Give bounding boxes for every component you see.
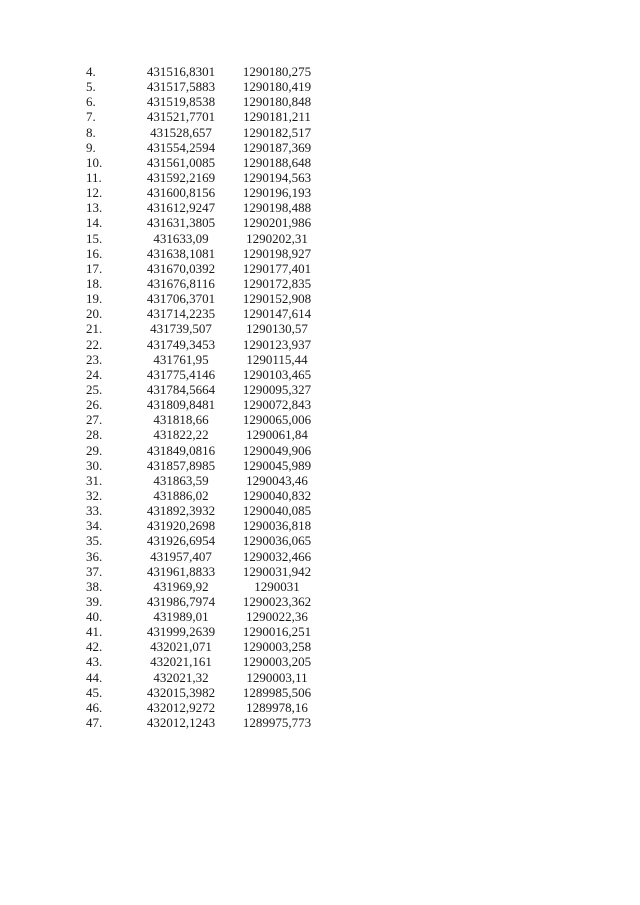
row-number: 27. xyxy=(86,412,103,428)
y-coordinate: 1290188,648 xyxy=(242,154,312,170)
table-row xyxy=(80,79,340,94)
x-coordinate: 431612,9247 xyxy=(146,200,216,216)
row-number: 23. xyxy=(86,351,103,367)
table-row xyxy=(80,185,340,200)
x-coordinate: 431714,2235 xyxy=(146,306,216,322)
y-coordinate: 1290003,11 xyxy=(246,669,308,685)
row-number: 20. xyxy=(86,306,103,322)
y-coordinate: 1290180,275 xyxy=(242,64,312,79)
x-coordinate: 431561,0085 xyxy=(146,154,216,170)
table-row xyxy=(80,276,340,291)
row-number: 6. xyxy=(86,94,96,110)
table-row xyxy=(80,654,340,669)
row-number: 24. xyxy=(86,366,103,382)
x-coordinate: 432021,071 xyxy=(150,639,212,655)
x-coordinate: 431676,8116 xyxy=(147,275,215,291)
y-coordinate: 1290040,832 xyxy=(242,487,312,503)
y-coordinate: 1290036,065 xyxy=(242,533,312,549)
y-coordinate: 1290031 xyxy=(254,578,300,594)
y-coordinate: 1290031,942 xyxy=(242,563,312,579)
y-coordinate: 1290043,46 xyxy=(246,472,308,488)
table-row xyxy=(80,306,340,321)
y-coordinate: 1290152,908 xyxy=(242,291,312,307)
row-number: 11. xyxy=(86,169,102,185)
x-coordinate: 431809,8481 xyxy=(146,397,216,413)
table-row xyxy=(80,685,340,700)
y-coordinate: 1290016,251 xyxy=(242,624,312,640)
y-coordinate: 1289978,16 xyxy=(246,699,308,715)
row-number: 29. xyxy=(86,442,103,458)
row-number: 37. xyxy=(86,563,103,579)
x-coordinate: 431961,8833 xyxy=(146,563,216,579)
x-coordinate: 431986,7974 xyxy=(146,593,216,609)
table-row xyxy=(80,609,340,624)
x-coordinate: 431920,2698 xyxy=(146,518,216,534)
row-number: 35. xyxy=(86,533,103,549)
row-number: 10. xyxy=(86,154,103,170)
row-number: 26. xyxy=(86,397,103,413)
x-coordinate: 431863,59 xyxy=(153,472,209,488)
x-coordinate: 431600,8156 xyxy=(146,185,216,201)
y-coordinate: 1290032,466 xyxy=(242,548,312,564)
y-coordinate: 1290147,614 xyxy=(242,306,312,322)
y-coordinate: 1290196,193 xyxy=(242,185,312,201)
table-row xyxy=(80,473,340,488)
row-number: 46. xyxy=(86,699,103,715)
table-row xyxy=(80,64,340,79)
table-row xyxy=(80,215,340,230)
x-coordinate: 431989,01 xyxy=(153,609,209,625)
y-coordinate: 1290130,57 xyxy=(246,321,308,337)
x-coordinate: 431528,657 xyxy=(150,124,212,140)
y-coordinate: 1290103,465 xyxy=(242,366,312,382)
x-coordinate: 431886,02 xyxy=(153,487,209,503)
table-row xyxy=(80,261,340,276)
row-number: 16. xyxy=(86,245,103,261)
table-row xyxy=(80,170,340,185)
row-number: 15. xyxy=(86,230,103,246)
x-coordinate: 431739,507 xyxy=(150,321,212,337)
coordinate-table xyxy=(80,64,340,730)
x-coordinate: 431554,2594 xyxy=(146,139,216,155)
table-row xyxy=(80,564,340,579)
table-row xyxy=(80,125,340,140)
table-row xyxy=(80,624,340,639)
row-number: 21. xyxy=(86,321,103,337)
y-coordinate: 1289975,773 xyxy=(242,715,312,731)
row-number: 9. xyxy=(86,139,96,155)
row-number: 14. xyxy=(86,215,103,231)
row-number: 4. xyxy=(86,64,96,79)
row-number: 32. xyxy=(86,487,103,503)
row-number: 31. xyxy=(86,472,103,488)
x-coordinate: 431926,6954 xyxy=(146,533,216,549)
y-coordinate: 1290040,085 xyxy=(242,503,312,519)
x-coordinate: 431631,3805 xyxy=(146,215,216,231)
table-row xyxy=(80,337,340,352)
y-coordinate: 1290182,517 xyxy=(242,124,312,140)
x-coordinate: 431517,5883 xyxy=(146,79,216,95)
y-coordinate: 1290172,835 xyxy=(242,275,312,291)
x-coordinate: 431519,8538 xyxy=(146,94,216,110)
y-coordinate: 1290180,848 xyxy=(242,94,312,110)
x-coordinate: 432012,1243 xyxy=(146,715,216,731)
table-row xyxy=(80,427,340,442)
table-row xyxy=(80,246,340,261)
x-coordinate: 431749,3453 xyxy=(146,336,216,352)
table-row xyxy=(80,579,340,594)
row-number: 12. xyxy=(86,185,103,201)
table-row xyxy=(80,321,340,336)
x-coordinate: 431521,7701 xyxy=(146,109,216,125)
row-number: 38. xyxy=(86,578,103,594)
x-coordinate: 432015,3982 xyxy=(146,684,216,700)
table-row xyxy=(80,412,340,427)
table-row xyxy=(80,291,340,306)
y-coordinate: 1290072,843 xyxy=(242,397,312,413)
x-coordinate: 431999,2639 xyxy=(146,624,216,640)
row-number: 25. xyxy=(86,381,103,397)
row-number: 7. xyxy=(86,109,96,125)
table-row xyxy=(80,397,340,412)
table-row xyxy=(80,533,340,548)
row-number: 43. xyxy=(86,654,103,670)
row-number: 47. xyxy=(86,715,103,731)
y-coordinate: 1290181,211 xyxy=(243,109,311,125)
row-number: 17. xyxy=(86,260,103,276)
x-coordinate: 431822,22 xyxy=(153,427,209,443)
table-row xyxy=(80,518,340,533)
y-coordinate: 1290023,362 xyxy=(242,593,312,609)
table-row xyxy=(80,352,340,367)
table-row xyxy=(80,549,340,564)
x-coordinate: 431516,8301 xyxy=(146,64,216,79)
table-row xyxy=(80,200,340,215)
y-coordinate: 1290194,563 xyxy=(242,169,312,185)
row-number: 18. xyxy=(86,275,103,291)
row-number: 13. xyxy=(86,200,103,216)
x-coordinate: 431706,3701 xyxy=(146,291,216,307)
table-row xyxy=(80,382,340,397)
x-coordinate: 431969,92 xyxy=(153,578,209,594)
row-number: 22. xyxy=(86,336,103,352)
table-row xyxy=(80,715,340,730)
y-coordinate: 1290003,258 xyxy=(242,639,312,655)
y-coordinate: 1290115,44 xyxy=(246,351,308,367)
y-coordinate: 1290198,488 xyxy=(242,200,312,216)
y-coordinate: 1290049,906 xyxy=(242,442,312,458)
y-coordinate: 1290177,401 xyxy=(242,260,312,276)
y-coordinate: 1290202,31 xyxy=(246,230,308,246)
y-coordinate: 1290045,989 xyxy=(242,457,312,473)
row-number: 39. xyxy=(86,593,103,609)
table-row xyxy=(80,109,340,124)
y-coordinate: 1289985,506 xyxy=(242,684,312,700)
table-row xyxy=(80,155,340,170)
table-row xyxy=(80,670,340,685)
x-coordinate: 432021,32 xyxy=(153,669,209,685)
x-coordinate: 431892,3932 xyxy=(146,503,216,519)
row-number: 34. xyxy=(86,518,103,534)
row-number: 5. xyxy=(86,79,96,95)
x-coordinate: 431849,0816 xyxy=(146,442,216,458)
x-coordinate: 431592,2169 xyxy=(146,169,216,185)
x-coordinate: 432012,9272 xyxy=(146,699,216,715)
row-number: 40. xyxy=(86,609,103,625)
table-row xyxy=(80,443,340,458)
table-row xyxy=(80,367,340,382)
y-coordinate: 1290022,36 xyxy=(246,609,308,625)
x-coordinate: 431761,95 xyxy=(153,351,209,367)
y-coordinate: 1290198,927 xyxy=(242,245,312,261)
table-row xyxy=(80,503,340,518)
x-coordinate: 431857,8985 xyxy=(146,457,216,473)
table-row xyxy=(80,488,340,503)
y-coordinate: 1290187,369 xyxy=(242,139,312,155)
row-number: 30. xyxy=(86,457,103,473)
y-coordinate: 1290065,006 xyxy=(242,412,312,428)
table-row xyxy=(80,94,340,109)
x-coordinate: 431670,0392 xyxy=(146,260,216,276)
row-number: 44. xyxy=(86,669,103,685)
table-row xyxy=(80,700,340,715)
row-number: 19. xyxy=(86,291,103,307)
row-number: 8. xyxy=(86,124,96,140)
table-row xyxy=(80,231,340,246)
row-number: 45. xyxy=(86,684,103,700)
x-coordinate: 432021,161 xyxy=(150,654,212,670)
row-number: 36. xyxy=(86,548,103,564)
y-coordinate: 1290061,84 xyxy=(246,427,308,443)
y-coordinate: 1290036,818 xyxy=(242,518,312,534)
y-coordinate: 1290095,327 xyxy=(242,381,312,397)
y-coordinate: 1290201,986 xyxy=(242,215,312,231)
table-row xyxy=(80,594,340,609)
y-coordinate: 1290180,419 xyxy=(242,79,312,95)
x-coordinate: 431775,4146 xyxy=(146,366,216,382)
y-coordinate: 1290003,205 xyxy=(242,654,312,670)
x-coordinate: 431957,407 xyxy=(150,548,212,564)
row-number: 41. xyxy=(86,624,103,640)
table-row xyxy=(80,639,340,654)
x-coordinate: 431784,5664 xyxy=(146,381,216,397)
table-row xyxy=(80,140,340,155)
row-number: 28. xyxy=(86,427,103,443)
x-coordinate: 431638,1081 xyxy=(146,245,216,261)
x-coordinate: 431633,09 xyxy=(153,230,209,246)
row-number: 33. xyxy=(86,503,103,519)
row-number: 42. xyxy=(86,639,103,655)
y-coordinate: 1290123,937 xyxy=(242,336,312,352)
table-row xyxy=(80,458,340,473)
x-coordinate: 431818,66 xyxy=(153,412,209,428)
